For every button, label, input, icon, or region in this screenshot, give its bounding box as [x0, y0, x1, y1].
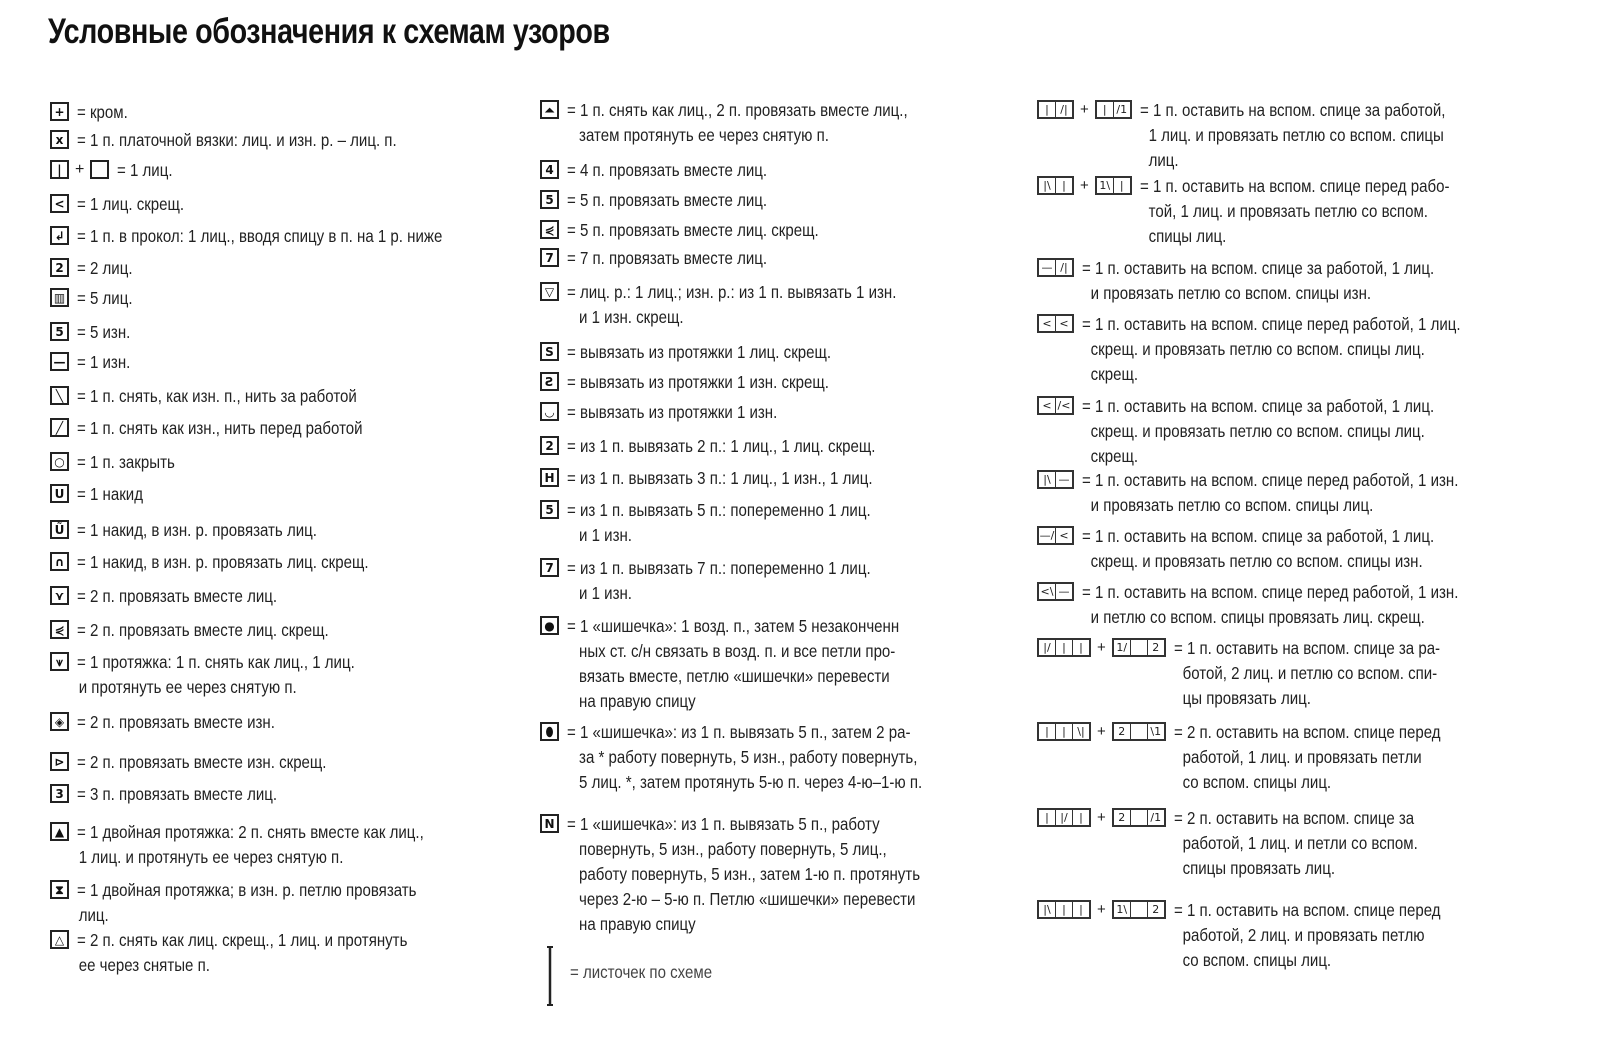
legend-entry: [50, 928, 461, 978]
legend-entry: [540, 434, 926, 459]
knit-symbol-icon: | /| + | /1: [1037, 100, 1132, 119]
legend-text: скрещ. и провязать петлю со вспом. спицы лиц.: [1090, 339, 1425, 359]
legend-text: = 1 «шишечка»: из 1 п. вывязать 5 п., работу: [567, 814, 880, 834]
knit-symbol-icon: ⩛: [50, 652, 69, 671]
legend-text: = 1 п. оставить на вспом. спице перед рабо-: [1139, 176, 1450, 196]
legend-text: и провязать петлю со вспом. спицы лиц.: [1090, 495, 1374, 515]
legend-text: = 3 п. провязать вместе лиц.: [77, 784, 278, 804]
legend-text: = кром.: [77, 102, 128, 122]
legend-text: = 1 изн.: [77, 352, 131, 372]
cable-symbol-icon: —/ <: [1037, 526, 1074, 545]
legend-entry: [50, 286, 142, 311]
legend-text: = 1 п. оставить на вспом. спице за работой, 1 лиц.: [1082, 258, 1435, 278]
knit-symbol-icon: ╱: [50, 418, 69, 437]
legend-text: спицы лиц.: [1148, 226, 1227, 246]
legend-entry: [540, 280, 950, 330]
legend-entry: [50, 256, 142, 281]
legend-entry: [50, 384, 402, 409]
legend-text: и 1 изн. скрещ.: [579, 307, 684, 327]
legend-text: = 1 «шишечка»: 1 возд. п., затем 5 незаконченн: [567, 616, 900, 636]
cable-symbol-icon: 2 /1: [1112, 808, 1166, 827]
knit-symbol-icon: 3: [50, 784, 69, 803]
legend-text: = 1 двойная протяжка; в изн. р. петлю провязать: [77, 880, 417, 900]
legend-text: = 1 п. в прокол: 1 лиц., вводя спицу в п. на 1 р. ниже: [77, 226, 443, 246]
legend-text: и 1 изн.: [579, 583, 632, 603]
legend-entry: [540, 812, 978, 937]
knit-symbol-icon: | |/ | + 2 /1: [1037, 808, 1166, 827]
legend-text: = из 1 п. вывязать 2 п.: 1 лиц., 1 лиц. скрещ.: [567, 436, 876, 456]
legend-entry: [1037, 580, 1520, 630]
knit-symbol-icon: ↲: [50, 226, 69, 245]
knit-symbol-icon: ⋞: [50, 620, 69, 639]
legend-text: и провязать петлю со вспом. спицы изн.: [1090, 283, 1372, 303]
knit-symbol-icon: △: [50, 930, 69, 949]
legend-text: на правую спицу: [579, 914, 696, 934]
legend-entry: [1037, 312, 1522, 387]
legend-entry: [540, 98, 963, 148]
cable-symbol-icon: |\ |: [1037, 176, 1074, 195]
legend-text: лиц.: [78, 905, 109, 925]
knit-symbol-icon: |\ | + 1\ |: [1037, 176, 1132, 195]
knit-symbol-icon: 4: [540, 160, 559, 179]
legend-text: = листочек по схеме: [570, 962, 713, 982]
knit-symbol-icon: ▥: [50, 288, 69, 307]
legend-text: 5 лиц. *, затем протянуть 5-ю п. через 4-ю–1-ю п.: [579, 772, 923, 792]
knit-symbol-icon: ⋎: [50, 586, 69, 605]
legend-text: 1 лиц. и протянуть ее через снятую п.: [78, 847, 344, 867]
knit-symbol-icon: [1037, 396, 1074, 415]
knit-symbol-icon: |/ | | + 1/ 2: [1037, 638, 1166, 657]
legend-text: = вывязать из протяжки 1 изн. скрещ.: [567, 372, 829, 392]
legend-text: = 1 п. платочной вязки: лиц. и изн. р. – лиц. п.: [77, 130, 397, 150]
legend-text: = 2 п. снять как лиц. скрещ., 1 лиц. и протянуть: [77, 930, 408, 950]
knit-symbol-icon: [1037, 258, 1074, 277]
legend-entry: [50, 518, 356, 543]
knit-symbol-icon: ∩: [50, 552, 69, 571]
legend-text: = 1 п. закрыть: [77, 452, 175, 472]
legend-text: 1 лиц. и провязать петлю со вспом. спицы: [1148, 125, 1444, 145]
legend-text: ных ст. с/н связать в возд. п. и все петли про-: [579, 641, 896, 661]
cable-symbol-icon: 1\ 2: [1112, 900, 1166, 919]
legend-text: = 2 п. оставить на вспом. спице за: [1173, 808, 1414, 828]
legend-text: спицы провязать лиц.: [1182, 858, 1335, 878]
legend-text: = 1 протяжка: 1 п. снять как лиц., 1 лиц.: [77, 652, 355, 672]
legend-text: = 1 п. снять как лиц., 2 п. провязать вместе лиц.,: [567, 100, 908, 120]
knit-symbol-icon: [1037, 314, 1074, 333]
cable-symbol-icon: < /<: [1037, 396, 1074, 415]
legend-text: = 5 п. провязать вместе лиц. скрещ.: [567, 220, 819, 240]
knit-symbol-icon: 2: [50, 258, 69, 277]
legend-entry: [540, 188, 800, 213]
legend-text: = лиц. р.: 1 лиц.; изн. р.: из 1 п. вывязать 1 изн.: [567, 282, 897, 302]
cable-symbol-icon: | /1: [1095, 100, 1132, 119]
cable-symbol-icon: |\ | |: [1037, 900, 1091, 919]
legend-text: = 1 п. оставить на вспом. спице за работой, 1 лиц.: [1082, 526, 1435, 546]
legend-entry: [50, 584, 310, 609]
legend-entry: [1037, 524, 1491, 574]
knit-symbol-icon: | | \| + 2 \1: [1037, 722, 1166, 741]
legend-entry: [50, 100, 136, 125]
knit-symbol-icon: [1037, 582, 1074, 601]
legend-text: и 1 изн.: [579, 525, 632, 545]
knit-symbol-icon: ⊳: [50, 752, 69, 771]
knit-symbol-icon: 5: [540, 500, 559, 519]
legend-text: = 1 п. оставить на вспом. спице за работой, 1 лиц.: [1082, 396, 1435, 416]
legend-text: со вспом. спицы лиц.: [1182, 950, 1331, 970]
legend-text: = 2 лиц.: [77, 258, 133, 278]
knit-symbol-icon: [1037, 470, 1074, 489]
legend-text: цы провязать лиц.: [1182, 688, 1311, 708]
knit-symbol-icon: +: [50, 102, 69, 121]
legend-text: = 2 п. провязать вместе лиц.: [77, 586, 278, 606]
knit-symbol-icon: Ƨ: [540, 372, 559, 391]
knit-symbol-icon: ⏶: [540, 100, 559, 119]
legend-entry: [50, 782, 310, 807]
legend-text: затем протянуть ее через снятую п.: [579, 125, 829, 145]
cable-symbol-icon: < <: [1037, 314, 1074, 333]
legend-text: той, 1 лиц. и провязать петлю со вспом.: [1148, 201, 1428, 221]
legend-entry: [50, 416, 409, 441]
legend-text: = 1 п. оставить на вспом. спице перед работой, 1 изн.: [1082, 582, 1459, 602]
cable-symbol-icon: |\ —: [1037, 470, 1074, 489]
legend-text: = 1 «шишечка»: из 1 п. вывязать 5 п., затем 2 ра-: [567, 722, 911, 742]
legend-text: скрещ. и провязать петлю со вспом. спицы лиц.: [1090, 421, 1425, 441]
legend-entry: [1037, 636, 1483, 711]
legend-text: работой, 1 лиц. и петли со вспом.: [1182, 833, 1418, 853]
legend-entry: [540, 614, 953, 714]
legend-text: = 1 п. оставить на вспом. спице перед работой, 1 лиц.: [1082, 314, 1461, 334]
knit-symbol-icon: 5: [540, 190, 559, 209]
legend-entry: [1037, 98, 1495, 173]
knit-symbol-icon: Ũ: [50, 520, 69, 539]
legend-text: = 1 п. оставить на вспом. спице перед: [1173, 900, 1441, 920]
legend-text: = 1 п. снять как изн., нить перед работой: [77, 418, 363, 438]
legend-entry: [1037, 720, 1484, 795]
knit-symbol-icon: —: [50, 352, 69, 371]
legend-entry: [1037, 898, 1484, 973]
knit-symbol-icon: N: [540, 814, 559, 833]
knit-symbol-icon: ●: [540, 616, 559, 635]
legend-text: = 1 накид, в изн. р. провязать лиц.: [77, 520, 317, 540]
knit-symbol-icon: ⋞: [540, 220, 559, 239]
legend-text: ее через снятые п.: [78, 955, 210, 975]
legend-text: ботой, 2 лиц. и петлю со вспом. спи-: [1182, 663, 1437, 683]
legend-entry: [50, 482, 154, 507]
cable-symbol-icon: 1\ |: [1095, 176, 1132, 195]
legend-text: = из 1 п. вывязать 3 п.: 1 лиц., 1 изн., 1 лиц.: [567, 468, 873, 488]
legend-text: = 1 п. оставить на вспом. спице за работой,: [1139, 100, 1446, 120]
legend-text: через 2-ю – 5-ю п. Петлю «шишечки» перевести: [579, 889, 916, 909]
legend-entry: [540, 556, 920, 606]
legend-entry: [50, 550, 416, 575]
knit-symbol-icon: 7: [540, 248, 559, 267]
legend-entry: [50, 192, 202, 217]
knit-symbol-icon: [1037, 526, 1074, 545]
knit-symbol-icon: <: [50, 194, 69, 213]
legend-text: = из 1 п. вывязать 7 п.: попеременно 1 лиц.: [567, 558, 871, 578]
legend-entry: [50, 450, 191, 475]
legend-entry: [1037, 468, 1520, 518]
legend-entry: [540, 466, 922, 491]
knit-symbol-icon: ⧗: [50, 880, 69, 899]
legend-text: = 1 лиц.: [117, 160, 173, 180]
legend-text: = 1 двойная протяжка: 2 п. снять вместе как лиц.,: [77, 822, 424, 842]
legend-text: лиц.: [1148, 150, 1179, 170]
legend-entry: [1037, 806, 1457, 881]
legend-text: = 7 п. провязать вместе лиц.: [567, 248, 768, 268]
legend-entry: [1037, 256, 1491, 306]
knit-symbol-icon: 5: [50, 322, 69, 341]
legend-entry: [50, 158, 182, 183]
legend-text: = 5 изн.: [77, 322, 131, 342]
legend-entry: [1037, 174, 1500, 249]
knit-symbol-icon: H: [540, 468, 559, 487]
legend-entry: [540, 246, 800, 271]
knit-symbol-icon: ◡: [540, 402, 559, 421]
knit-symbol-icon: ○: [50, 452, 69, 471]
legend-text: = из 1 п. вывязать 5 п.: попеременно 1 лиц.: [567, 500, 871, 520]
legend-text: = 1 п. снять, как изн. п., нить за работой: [77, 386, 357, 406]
legend-text: = вывязать из протяжки 1 изн.: [567, 402, 778, 422]
legend-text: на правую спицу: [579, 691, 696, 711]
legend-entry: [50, 750, 367, 775]
legend-text: = 1 лиц. скрещ.: [77, 194, 185, 214]
legend-entry: [50, 878, 472, 928]
legend-text: скрещ.: [1090, 364, 1139, 384]
knit-symbol-icon: ⬮: [540, 722, 559, 741]
legend-entry: [50, 820, 480, 870]
cable-symbol-icon: 2 \1: [1112, 722, 1166, 741]
legend-entry: [50, 618, 370, 643]
legend-text: = 2 п. провязать вместе лиц. скрещ.: [77, 620, 329, 640]
legend-text: скрещ. и провязать петлю со вспом. спицы изн.: [1090, 551, 1423, 571]
legend-text: и протянуть ее через снятую п.: [78, 677, 297, 697]
legend-text: = 1 п. оставить на вспом. спице за ра-: [1173, 638, 1440, 658]
legend-text: и петлю со вспом. спицы провязать лиц. скрещ.: [1090, 607, 1425, 627]
cable-symbol-icon: | /|: [1037, 100, 1074, 119]
legend-text: со вспом. спицы лиц.: [1182, 772, 1331, 792]
legend-entry: [50, 224, 502, 249]
legend-entry: [540, 158, 800, 183]
legend-entry: [50, 128, 449, 153]
legend-text: = 1 накид: [77, 484, 143, 504]
legend-text: = 2 п. провязать вместе изн. скрещ.: [77, 752, 327, 772]
legend-entry: [540, 498, 920, 548]
legend-text: вязать вместе, петлю «шишечки» перевести: [579, 666, 890, 686]
knit-symbol-icon: |\ | | + 1\ 2: [1037, 900, 1166, 919]
knit-symbol-icon: ◈: [50, 712, 69, 731]
knit-symbol-icon: x: [50, 130, 69, 149]
cable-symbol-icon: | | \|: [1037, 722, 1091, 741]
knit-symbol-icon: U: [50, 484, 69, 503]
knit-symbol-icon: S: [540, 342, 559, 361]
legend-text: скрещ.: [1090, 446, 1139, 466]
legend-entry: [1037, 394, 1491, 469]
legend-text: работу повернуть, 5 изн., затем 1-ю п. протянуть: [579, 864, 921, 884]
cable-symbol-icon: |/ | |: [1037, 638, 1091, 657]
knit-symbol-icon: ╲: [50, 386, 69, 405]
cable-symbol-icon: <\ —: [1037, 582, 1074, 601]
legend-entry: [50, 710, 307, 735]
legend-entry: [50, 650, 400, 700]
legend-text: = 1 п. оставить на вспом. спице перед работой, 1 изн.: [1082, 470, 1459, 490]
leaf-chart-symbol-icon: [547, 945, 553, 1007]
legend-entry: [540, 370, 872, 395]
legend-entry: [50, 350, 139, 375]
page-title: Условные обозначения к схемам узоров: [48, 12, 610, 51]
legend-entry: [540, 340, 874, 365]
legend-entry: [540, 400, 812, 425]
legend-text: повернуть, 5 изн., работу повернуть, 5 лиц.,: [579, 839, 887, 859]
legend-entry: [540, 720, 980, 795]
cable-symbol-icon: — /|: [1037, 258, 1074, 277]
knit-symbol-icon: ▽: [540, 282, 559, 301]
legend-entry: [50, 320, 139, 345]
legend-entry: [540, 218, 860, 243]
legend-text: = 5 лиц.: [77, 288, 133, 308]
legend-text: = 1 накид, в изн. р. провязать лиц. скрещ.: [77, 552, 369, 572]
legend-text: работой, 1 лиц. и провязать петли: [1182, 747, 1422, 767]
cable-symbol-icon: | |/ |: [1037, 808, 1091, 827]
legend-text: = 2 п. оставить на вспом. спице перед: [1173, 722, 1441, 742]
legend-text: = вывязать из протяжки 1 лиц. скрещ.: [567, 342, 832, 362]
knit-symbol-icon: | +: [50, 160, 109, 179]
legend-text: = 2 п. провязать вместе изн.: [77, 712, 275, 732]
knit-symbol-icon: 2: [540, 436, 559, 455]
legend-text: за * работу повернуть, 5 изн., работу повернуть,: [579, 747, 918, 767]
knit-symbol-icon: ▲: [50, 822, 69, 841]
legend-text: = 5 п. провязать вместе лиц.: [567, 190, 768, 210]
legend-text: = 4 п. провязать вместе лиц.: [567, 160, 768, 180]
legend-text: работой, 2 лиц. и провязать петлю: [1182, 925, 1425, 945]
knit-symbol-icon: 7: [540, 558, 559, 577]
cable-symbol-icon: 1/ 2: [1112, 638, 1166, 657]
